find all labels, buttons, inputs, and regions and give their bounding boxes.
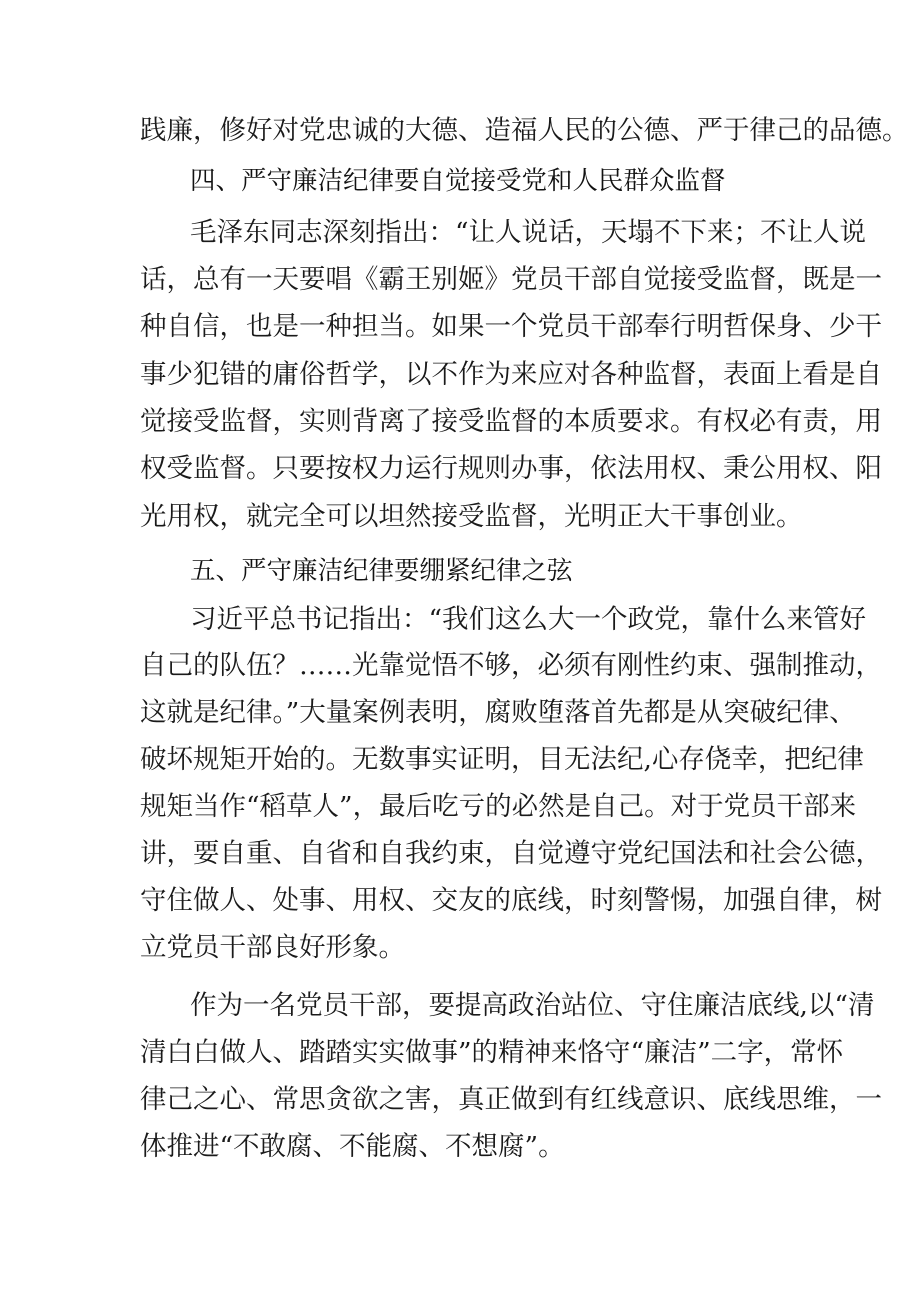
paragraph-line: 体推进“不敢腐、不能腐、不想腐”。 bbox=[140, 1131, 565, 1162]
paragraph-line: 习近平总书记指出：“我们这么大一个政党，靠什么来管好 bbox=[190, 604, 867, 635]
paragraph-line: 作为一名党员干部，要提高政治站位、守住廉洁底线,以“清 bbox=[190, 990, 875, 1021]
paragraph-line: 自己的队伍？……光靠觉悟不够，必须有刚性约束、强制推动， bbox=[140, 650, 882, 681]
paragraph-line: 种自信，也是一种担当。如果一个党员干部奉行明哲保身、少干 bbox=[140, 311, 882, 342]
paragraph-line: 觉接受监督，实则背离了接受监督的本质要求。有权必有责，用 bbox=[140, 406, 882, 437]
paragraph-line: 立党员干部良好形象。 bbox=[140, 932, 405, 963]
paragraph-line: 事少犯错的庸俗哲学，以不作为来应对各种监督，表面上看是自 bbox=[140, 359, 882, 390]
paragraph-line: 律己之心、常思贪欲之害，真正做到有红线意识、底线思维，一 bbox=[140, 1084, 882, 1115]
paragraph-line: 话，总有一天要唱《霸王别姬》党员干部自觉接受监督，既是一 bbox=[140, 264, 882, 295]
paragraph-line: 守住做人、处事、用权、交友的底线，时刻警惕，加强自律，树 bbox=[140, 885, 882, 916]
intro-paragraph-line: 践廉，修好对党忠诚的大德、造福人民的公德、严于律己的品德。 bbox=[140, 115, 909, 146]
paragraph-line: 权受监督。只要按权力运行规则办事，依法用权、秉公用权、阳 bbox=[140, 453, 882, 484]
paragraph-line: 光用权，就完全可以坦然接受监督，光明正大干事创业。 bbox=[140, 501, 803, 532]
paragraph-line: 清白白做人、踏踏实实做事”的精神来恪守“廉洁”二字，常怀 bbox=[140, 1037, 844, 1068]
paragraph-line: 规矩当作“稻草人”，最后吃亏的必然是自己。对于党员干部来 bbox=[140, 791, 857, 822]
section-five-heading: 五、严守廉洁纪律要绷紧纪律之弦 bbox=[190, 556, 573, 586]
section-four-heading: 四、严守廉洁纪律要自觉接受党和人民群众监督 bbox=[190, 166, 726, 196]
paragraph-line: 讲，要自重、自省和自我约束，自觉遵守党纪国法和社会公德， bbox=[140, 838, 882, 869]
paragraph-line: 毛泽东同志深刻指出：“让人说话，天塌不下来；不让人说 bbox=[190, 217, 867, 248]
paragraph-line: 这就是纪律。”大量案例表明，腐败堕落首先都是从突破纪律、 bbox=[140, 697, 856, 728]
paragraph-line: 破坏规矩开始的。无数事实证明，目无法纪,心存侥幸，把纪律 bbox=[140, 744, 864, 775]
